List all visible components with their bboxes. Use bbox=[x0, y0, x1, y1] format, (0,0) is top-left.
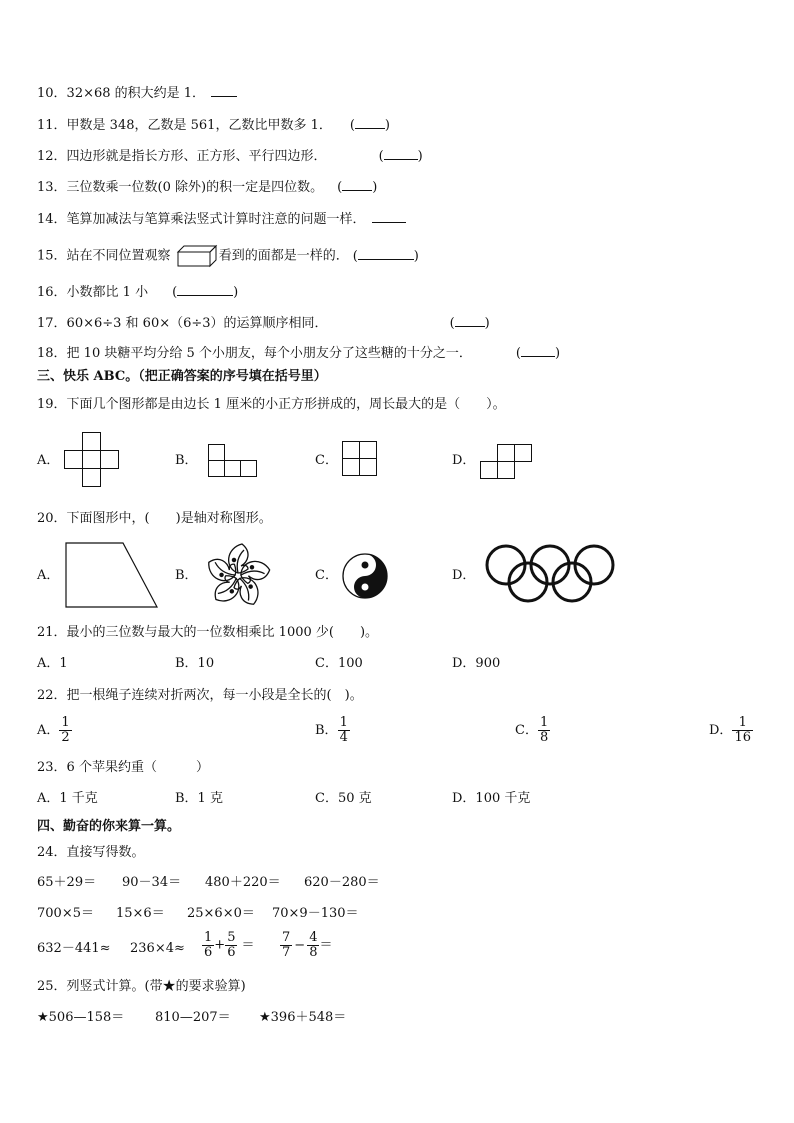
bauhinia-flower-figure bbox=[204, 542, 272, 610]
answer-paren[interactable]: ( ) bbox=[516, 343, 560, 363]
fraction-expression-1: $\frac{1}{6}$ + $\frac{5}{6}$ ＝ bbox=[204, 930, 255, 960]
fraction-expression-2: $\frac{7}{7}$ − $\frac{4}{8}$ ＝ bbox=[282, 930, 333, 960]
q19-option-c-label[interactable]: C． bbox=[315, 453, 338, 468]
calc-item: 90－34＝ bbox=[122, 875, 182, 890]
q20-option-b-label[interactable]: B． bbox=[175, 568, 198, 583]
question-21: 21．最小的三位数与最大的一位数相乘比 1000 少( )。 bbox=[37, 625, 379, 640]
yin-yang-figure bbox=[341, 552, 389, 600]
q23-option-a[interactable]: A．1 千克 bbox=[37, 791, 98, 806]
question-24: 24．直接写得数。 bbox=[37, 845, 145, 860]
vertical-calc-item: 810—207＝ bbox=[155, 1010, 231, 1025]
q19-option-d-label[interactable]: D． bbox=[452, 453, 476, 468]
answer-paren[interactable]: ( ) bbox=[450, 313, 490, 333]
section-3-title: 三、快乐 ABC。（把正确答案的序号填在括号里） bbox=[37, 369, 327, 384]
trapezoid-figure bbox=[64, 541, 160, 611]
question-18: 18．把 10 块糖平均分给 5 个小朋友，每个小朋友分了这些糖的十分之一． ( ) bbox=[37, 343, 560, 363]
calc-item: 480＋220＝ bbox=[205, 875, 281, 890]
q19-option-a-label[interactable]: A． bbox=[37, 453, 60, 468]
q21-option-d[interactable]: D．900 bbox=[452, 656, 501, 671]
question-19: 19．下面几个图形都是由边长 1 厘米的小正方形拼成的，周长最大的是（ ）。 bbox=[37, 397, 506, 412]
q22-option-d[interactable]: D． $\frac{1}{16}$ bbox=[709, 715, 751, 745]
cuboid-figure bbox=[177, 245, 217, 267]
question-20: 20．下面图形中，( )是轴对称图形。 bbox=[37, 511, 272, 526]
calc-item: 700×5＝ bbox=[37, 906, 94, 921]
q23-option-b[interactable]: B．1 克 bbox=[175, 791, 223, 806]
calc-item: 70×9－130＝ bbox=[272, 906, 359, 921]
square-grid-figure bbox=[342, 441, 378, 477]
answer-blank[interactable] bbox=[211, 83, 237, 97]
q21-option-b[interactable]: B．10 bbox=[175, 656, 215, 671]
step-shape-figure bbox=[480, 444, 532, 480]
q22-option-b[interactable]: B． $\frac{1}{4}$ bbox=[315, 715, 348, 745]
q23-option-d[interactable]: D．100 千克 bbox=[452, 791, 531, 806]
q20-option-d-label[interactable]: D． bbox=[452, 568, 476, 583]
answer-paren[interactable]: ( ) bbox=[379, 146, 423, 166]
question-14: 14．笔算加减法与笔算乘法竖式计算时注意的问题一样． bbox=[37, 209, 406, 229]
question-16: 16．小数都比 1 小 ( ) bbox=[37, 282, 238, 302]
calc-item: 236×4≈ bbox=[130, 941, 185, 956]
section-4-title: 四、勤奋的你来算一算。 bbox=[37, 819, 181, 834]
q22-option-c[interactable]: C． $\frac{1}{8}$ bbox=[515, 715, 549, 745]
calc-item: 632－441≈ bbox=[37, 941, 111, 956]
question-13: 13．三位数乘一位数(0 除外)的积一定是四位数。 ( ) bbox=[37, 177, 377, 197]
question-12: 12．四边形就是指长方形、正方形、平行四边形． ( ) bbox=[37, 146, 423, 166]
calc-item: 65＋29＝ bbox=[37, 875, 97, 890]
q21-option-c[interactable]: C．100 bbox=[315, 656, 363, 671]
fraction: $\frac{1}{8}$ bbox=[539, 715, 549, 745]
fraction: $\frac{1}{2}$ bbox=[61, 715, 70, 745]
answer-blank[interactable] bbox=[372, 209, 406, 223]
l-shape-figure bbox=[208, 444, 258, 478]
q22-option-a[interactable]: A． $\frac{1}{2}$ bbox=[37, 715, 70, 745]
calc-item: 15×6＝ bbox=[116, 906, 165, 921]
answer-paren[interactable]: ( ) bbox=[172, 282, 238, 302]
q20-option-c-label[interactable]: C． bbox=[315, 568, 338, 583]
fraction: $\frac{1}{4}$ bbox=[339, 715, 348, 745]
question-22: 22．把一根绳子连续对折两次，每一小段是全长的( )。 bbox=[37, 688, 363, 703]
answer-paren[interactable]: ( ) bbox=[350, 115, 390, 135]
calc-item: 25×6×0＝ bbox=[187, 906, 255, 921]
q21-option-a[interactable]: A．1 bbox=[37, 656, 68, 671]
answer-paren[interactable]: ( ) bbox=[353, 246, 419, 266]
question-17: 17．60×6÷3 和 60×（6÷3）的运算顺序相同． ( ) bbox=[37, 313, 490, 333]
cross-shape-figure bbox=[64, 432, 120, 488]
fraction: $\frac{1}{16}$ bbox=[734, 715, 751, 745]
olympic-rings-figure bbox=[484, 543, 616, 605]
vertical-calc-item: ★396＋548＝ bbox=[259, 1010, 347, 1025]
vertical-calc-item: ★506—158＝ bbox=[37, 1010, 125, 1025]
question-10: 10．32×68 的积大约是 1． bbox=[37, 83, 237, 103]
answer-paren[interactable]: ( ) bbox=[337, 177, 377, 197]
calc-item: 620－280＝ bbox=[304, 875, 380, 890]
q19-option-b-label[interactable]: B． bbox=[175, 453, 198, 468]
q23-option-c[interactable]: C．50 克 bbox=[315, 791, 372, 806]
q20-option-a-label[interactable]: A． bbox=[37, 568, 60, 583]
question-23: 23．6 个苹果约重（ ） bbox=[37, 760, 209, 775]
question-11: 11．甲数是 348，乙数是 561，乙数比甲数多 1． ( ) bbox=[37, 115, 390, 135]
question-15: 15．站在不同位置观察 看到的面都是一样的． ( ) bbox=[37, 245, 419, 267]
question-25: 25．列竖式计算。(带★的要求验算) bbox=[37, 979, 246, 994]
